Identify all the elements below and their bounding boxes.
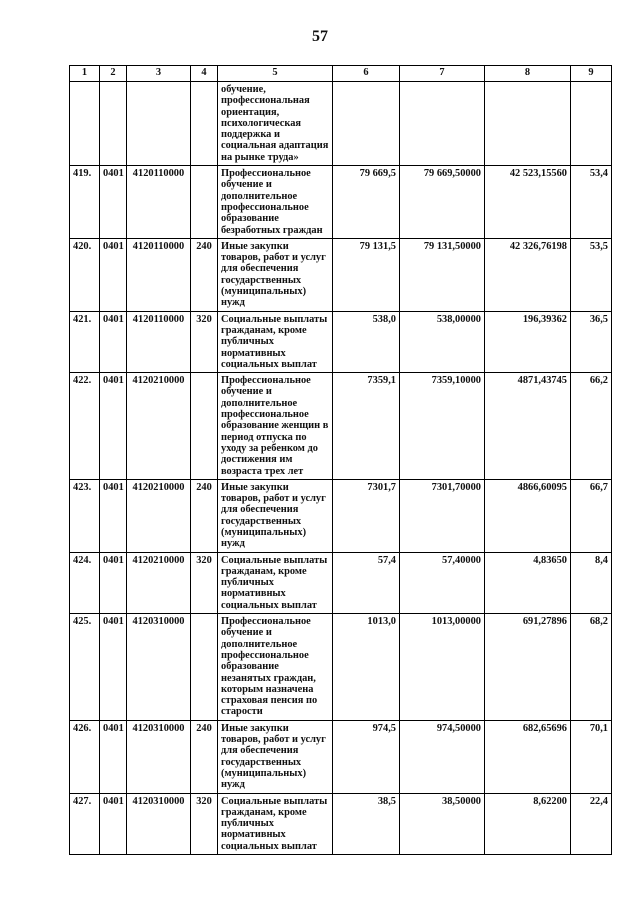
col-header: 2 [100, 66, 127, 82]
value-col7: 7359,10000 [400, 373, 485, 480]
item-name: обучение, профессиональная ориентация, психологическая поддержка и социальная адаптация на рынке труда» [218, 82, 333, 166]
item-name: Иные закупки товаров, работ и услуг для обеспечения государственных (муниципальных) нужд [218, 238, 333, 311]
value-col8 [485, 82, 571, 166]
value-col7: 538,00000 [400, 311, 485, 372]
value-col6: 38,5 [333, 793, 400, 854]
value-col9: 53,4 [571, 166, 612, 239]
value-col6: 7301,7 [333, 479, 400, 552]
table-row [70, 311, 612, 372]
target-code: 4120110000 [127, 238, 191, 311]
value-col9: 68,2 [571, 614, 612, 721]
table-row [70, 552, 612, 613]
expense-type-code [191, 166, 218, 239]
value-col8: 42 523,15560 [485, 166, 571, 239]
value-col6 [333, 82, 400, 166]
value-col7: 57,40000 [400, 552, 485, 613]
value-col8: 691,27896 [485, 614, 571, 721]
table-row [70, 238, 612, 311]
expense-type-code [191, 614, 218, 721]
target-code: 4120110000 [127, 166, 191, 239]
row-number: 420. [70, 238, 100, 311]
col-header: 5 [218, 66, 333, 82]
item-name: Иные закупки товаров, работ и услуг для обеспечения государственных (муниципальных) нужд [218, 479, 333, 552]
target-code: 4120210000 [127, 552, 191, 613]
table-row [70, 614, 612, 721]
col-header: 1 [70, 66, 100, 82]
value-col9: 8,4 [571, 552, 612, 613]
item-name: Профессиональное обучение и дополнительное профессиональное образование женщин в период отпуска по уходу за ребенком до достижения им возраста трех лет [218, 373, 333, 480]
value-col6: 7359,1 [333, 373, 400, 480]
item-name: Иные закупки товаров, работ и услуг для обеспечения государственных (муниципальных) нужд [218, 720, 333, 793]
item-name: Профессиональное обучение и дополнительное профессиональное образование незанятых граждан, которым назначена страховая пенсия по старости [218, 614, 333, 721]
value-col7: 38,50000 [400, 793, 485, 854]
table-row [70, 82, 612, 166]
page-number: 57 [312, 28, 328, 45]
row-number: 427. [70, 793, 100, 854]
value-col6: 57,4 [333, 552, 400, 613]
section-code: 0401 [100, 720, 127, 793]
target-code: 4120110000 [127, 311, 191, 372]
value-col9: 22,4 [571, 793, 612, 854]
value-col6: 79 131,5 [333, 238, 400, 311]
section-code: 0401 [100, 238, 127, 311]
row-number: 423. [70, 479, 100, 552]
value-col6: 1013,0 [333, 614, 400, 721]
item-name: Социальные выплаты гражданам, кроме публичных нормативных социальных выплат [218, 311, 333, 372]
col-header: 8 [485, 66, 571, 82]
expense-type-code: 240 [191, 238, 218, 311]
row-number: 426. [70, 720, 100, 793]
target-code: 4120210000 [127, 479, 191, 552]
expense-type-code [191, 82, 218, 166]
value-col9: 70,1 [571, 720, 612, 793]
value-col9: 66,2 [571, 373, 612, 480]
value-col8: 42 326,76198 [485, 238, 571, 311]
target-code: 4120310000 [127, 793, 191, 854]
value-col7: 7301,70000 [400, 479, 485, 552]
budget-table [69, 65, 612, 855]
table-row [70, 479, 612, 552]
value-col7: 974,50000 [400, 720, 485, 793]
row-number: 424. [70, 552, 100, 613]
col-header: 7 [400, 66, 485, 82]
value-col9: 53,5 [571, 238, 612, 311]
section-code: 0401 [100, 166, 127, 239]
col-header: 4 [191, 66, 218, 82]
section-code: 0401 [100, 552, 127, 613]
section-code: 0401 [100, 614, 127, 721]
section-code [100, 82, 127, 166]
expense-type-code [191, 373, 218, 480]
table-row [70, 373, 612, 480]
value-col8: 196,39362 [485, 311, 571, 372]
expense-type-code: 320 [191, 311, 218, 372]
value-col9: 36,5 [571, 311, 612, 372]
col-header: 6 [333, 66, 400, 82]
value-col6: 538,0 [333, 311, 400, 372]
target-code: 4120210000 [127, 373, 191, 480]
row-number: 425. [70, 614, 100, 721]
value-col8: 8,62200 [485, 793, 571, 854]
expense-type-code: 240 [191, 720, 218, 793]
value-col8: 4866,60095 [485, 479, 571, 552]
value-col8: 682,65696 [485, 720, 571, 793]
row-number: 419. [70, 166, 100, 239]
table-row [70, 793, 612, 854]
target-code [127, 82, 191, 166]
item-name: Профессиональное обучение и дополнительное профессиональное образование безработных граждан [218, 166, 333, 239]
table-row [70, 166, 612, 239]
value-col9 [571, 82, 612, 166]
value-col7 [400, 82, 485, 166]
item-name: Социальные выплаты гражданам, кроме публичных нормативных социальных выплат [218, 793, 333, 854]
expense-type-code: 320 [191, 793, 218, 854]
row-number [70, 82, 100, 166]
section-code: 0401 [100, 479, 127, 552]
row-number: 421. [70, 311, 100, 372]
section-code: 0401 [100, 373, 127, 480]
value-col7: 79 669,50000 [400, 166, 485, 239]
expense-type-code: 240 [191, 479, 218, 552]
col-header: 3 [127, 66, 191, 82]
target-code: 4120310000 [127, 614, 191, 721]
value-col8: 4,83650 [485, 552, 571, 613]
table-row [70, 720, 612, 793]
value-col6: 974,5 [333, 720, 400, 793]
value-col7: 1013,00000 [400, 614, 485, 721]
item-name: Социальные выплаты гражданам, кроме публичных нормативных социальных выплат [218, 552, 333, 613]
row-number: 422. [70, 373, 100, 480]
header-row [70, 66, 612, 82]
value-col6: 79 669,5 [333, 166, 400, 239]
value-col8: 4871,43745 [485, 373, 571, 480]
col-header: 9 [571, 66, 612, 82]
expense-type-code: 320 [191, 552, 218, 613]
section-code: 0401 [100, 793, 127, 854]
value-col9: 66,7 [571, 479, 612, 552]
value-col7: 79 131,50000 [400, 238, 485, 311]
target-code: 4120310000 [127, 720, 191, 793]
section-code: 0401 [100, 311, 127, 372]
